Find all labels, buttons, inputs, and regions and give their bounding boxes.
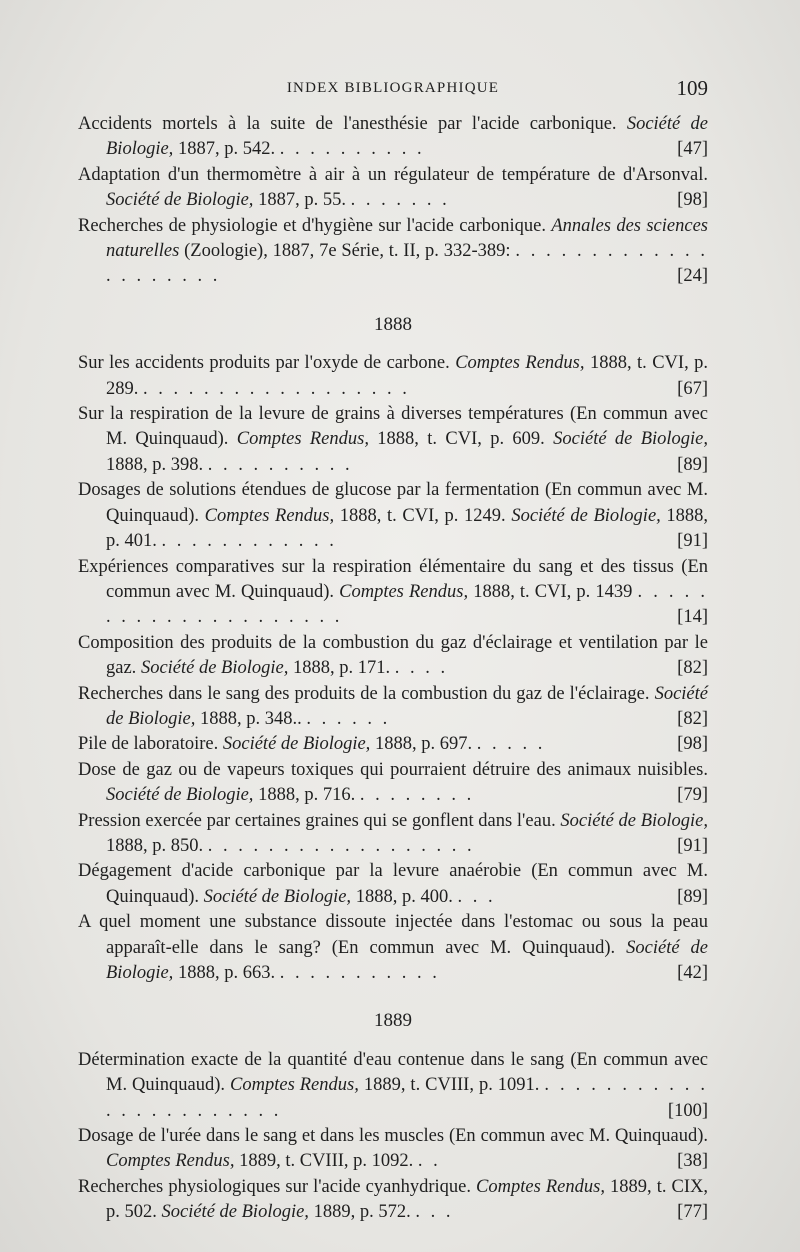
year-heading-1889: 1889 <box>374 1010 412 1032</box>
entry-title: Détermination exacte de la quantité d'eau contenue dans le sang (En commun avec M. Quinquaud). <box>78 1049 708 1096</box>
entry-venue-secondary: Société de Biologie, <box>161 1202 309 1223</box>
leader-dots: . . . . . . . . . . <box>207 454 353 475</box>
entry-venue: Comptes Rendus, <box>204 505 335 526</box>
entry-venue: Société de Biologie, <box>222 734 371 755</box>
entry-reference-number: [82] <box>677 708 708 729</box>
bibliography-entry <box>78 214 708 290</box>
entry-venue-secondary: Société de Biologie, <box>553 429 709 450</box>
bibliography-content <box>78 112 708 1226</box>
entry-title: Dosages de solutions étendues de glucose par la fermentation (En commun avec M. Quinquaud). <box>78 480 708 526</box>
leader-dots: . . . . . . . <box>350 190 450 211</box>
entry-reference-number: [91] <box>677 835 708 856</box>
entry-venue: Société de Biologie, <box>106 937 709 983</box>
entry-details-secondary: 1888, p. 398. <box>106 454 204 475</box>
entry-details: 1888, p. 171. <box>293 658 391 679</box>
entry-venue-secondary: Société de Biologie, <box>511 505 661 526</box>
entry-title: Pile de laboratoire. <box>78 734 219 755</box>
entry-reference-number: [67] <box>677 378 708 399</box>
leader-dots: . . <box>417 1151 441 1172</box>
leader-dots: . . . . . . . . <box>359 785 475 806</box>
entry-title: Adaptation d'un thermomètre à air à un régulateur de température de d'Arsonval. <box>78 164 708 185</box>
entry-venue: Société de Biologie, <box>106 785 254 806</box>
bibliography-entry <box>78 809 708 860</box>
entry-details: 1888, t. CVI, p. 289. <box>106 353 709 399</box>
entry-venue: Société de Biologie, <box>140 658 289 679</box>
entry-details-secondary: 1888, p. 401. <box>106 505 709 552</box>
bibliography-entry <box>78 1175 708 1226</box>
entry-details: 1889, t. CVIII, p. 1092. <box>239 1151 414 1172</box>
entry-details: 1887, p. 542. <box>177 139 276 160</box>
bibliography-entry <box>78 910 708 986</box>
entry-venue: Société de Biologie, <box>203 886 352 907</box>
leader-dots: . . . . . <box>476 734 546 755</box>
entry-reference-number: [89] <box>677 886 708 907</box>
bibliography-entry <box>78 402 708 478</box>
leader-dots: . . . <box>415 1202 454 1223</box>
entry-details: 1888, t. CVI, p. 1249. <box>339 505 506 526</box>
entry-reference-number: [79] <box>677 785 708 806</box>
entry-venue: Comptes Rendus, <box>476 1176 605 1197</box>
bibliography-entry <box>78 1124 708 1175</box>
entry-details: 1889, t. CIX, p. 502. <box>106 1176 709 1223</box>
entry-venue: Société de Biologie, <box>106 190 254 211</box>
entry-title: Recherches dans le sang des produits de la combustion du gaz de l'éclairage. <box>78 683 650 704</box>
page-number: 109 <box>676 76 708 100</box>
entry-details: 1887, p. 55. <box>258 190 346 211</box>
entry-venue: Comptes Rendus, <box>230 1075 359 1096</box>
entry-reference-number: [42] <box>677 963 708 983</box>
entry-reference-number: [24] <box>677 266 708 287</box>
entry-reference-number: [98] <box>677 734 708 755</box>
entry-venue: Comptes Rendus, <box>339 581 469 602</box>
leader-dots: . . . . <box>394 658 449 679</box>
leader-dots: . . . <box>457 886 496 907</box>
entry-title: Sur la respiration de la levure de grains à diverses températures (En commun avec M. Quinquaud). <box>78 404 708 450</box>
running-header <box>78 76 708 102</box>
entry-details: 1888, t. CVI, p. 1439 <box>473 581 633 602</box>
bibliography-entry <box>78 555 708 631</box>
entry-reference-number: [91] <box>677 531 708 552</box>
entry-title: Accidents mortels à la suite de l'anesthésie par l'acide carbonique. <box>78 114 617 134</box>
entry-details: 1889, t. CVIII, p. 1091. <box>363 1075 540 1096</box>
entry-title: Expériences comparatives sur la respiration élémentaire du sang et des tissus (En commun avec M. Quinquaud). <box>78 556 708 602</box>
bibliography-entry <box>78 1048 708 1124</box>
entry-details: 1888, p. 400. <box>355 886 453 907</box>
entry-title: Dose de gaz ou de vapeurs toxiques qui pourraient détruire des animaux nuisibles. <box>78 759 708 780</box>
bibliography-entry <box>78 163 708 214</box>
entry-title: Recherches de physiologie et d'hygiène sur l'acide carbonique. <box>78 215 546 236</box>
leader-dots: . . . . . . . . . . . . . . . . . . . . . <box>106 581 709 628</box>
entry-reference-number: [47] <box>677 139 708 160</box>
year-heading-1888: 1888 <box>374 313 412 335</box>
entry-venue: Société de Biologie, <box>560 810 709 831</box>
entry-details: 1888, p. 850. <box>106 835 204 856</box>
entry-title: A quel moment une substance dissoute injectée dans l'estomac ou sous la peau apparaît-elle dans le sang? (En commun avec M. Quinquaud). <box>78 912 708 958</box>
entry-reference-number: [89] <box>677 454 708 475</box>
bibliography-entry <box>78 758 708 809</box>
entry-details: 1888, p. 663. <box>177 963 276 983</box>
entry-details: 1888, t. CVI, p. 609. <box>377 429 545 450</box>
entry-title: Dosage de l'urée dans le sang et dans les muscles (En commun avec M. Quinquaud). <box>78 1126 708 1147</box>
leader-dots: . . . . . . <box>306 708 391 729</box>
entry-reference-number: [98] <box>677 190 708 211</box>
leader-dots: . . . . . . . . . . . . . . . . . . . . . . . <box>106 1075 709 1121</box>
bibliography-entry <box>78 478 708 554</box>
entry-details: (Zoologie), 1887, 7e Série, t. II, p. 332-389: <box>184 241 511 262</box>
entry-venue: Annales des sciences naturelles <box>106 215 708 262</box>
entry-venue: Société de Biologie, <box>106 683 708 729</box>
bibliography-entry <box>78 631 708 682</box>
leader-dots: . . . . . . . . . . . . <box>161 531 337 552</box>
entry-reference-number: [38] <box>677 1151 708 1172</box>
entry-details: 1888, p. 697. <box>374 734 473 755</box>
entry-venue: Société de Biologie, <box>106 114 708 160</box>
entry-venue: Comptes Rendus, <box>236 429 369 450</box>
leader-dots: . . . . . . . . . . . . . . . . . . . . . <box>106 241 708 287</box>
entry-details: 1888, p. 348.. <box>200 708 302 729</box>
leader-dots: . . . . . . . . . . . . . . . . . . <box>207 835 475 856</box>
bibliography-entry <box>78 682 708 733</box>
leader-dots: . . . . . . . . . . . . . . . . . . <box>143 378 410 399</box>
entry-reference-number: [14] <box>677 607 708 628</box>
leader-dots: . . . . . . . . . . <box>279 139 425 160</box>
entry-title: Pression exercée par certaines graines qui se gonflent dans l'eau. <box>78 810 556 831</box>
entry-venue: Comptes Rendus, <box>455 353 585 374</box>
entry-title: Dégagement d'acide carbonique par la levure anaérobie (En commun avec M. Quinquaud). <box>78 861 708 907</box>
entry-title: Composition des produits de la combustion du gaz d'éclairage et ventilation par le gaz. <box>78 632 708 679</box>
entry-details-secondary: 1889, p. 572. <box>313 1202 411 1223</box>
leader-dots: . . . . . . . . . . . <box>279 963 440 983</box>
running-title: INDEX BIBLIOGRAPHIQUE <box>286 80 500 96</box>
entry-reference-number: [82] <box>677 658 708 679</box>
entry-details: 1888, p. 716. <box>258 785 356 806</box>
bibliography-entry <box>78 732 708 757</box>
entry-title: Recherches physiologiques sur l'acide cyanhydrique. <box>78 1176 471 1197</box>
bibliography-entry <box>78 351 708 402</box>
entry-reference-number: [100] <box>667 1100 708 1121</box>
bibliography-entry <box>78 859 708 910</box>
entry-title: Sur les accidents produits par l'oxyde de carbone. <box>78 353 450 374</box>
entry-venue: Comptes Rendus, <box>106 1151 235 1172</box>
bibliography-entry <box>78 112 708 163</box>
entry-reference-number: [77] <box>677 1202 708 1223</box>
